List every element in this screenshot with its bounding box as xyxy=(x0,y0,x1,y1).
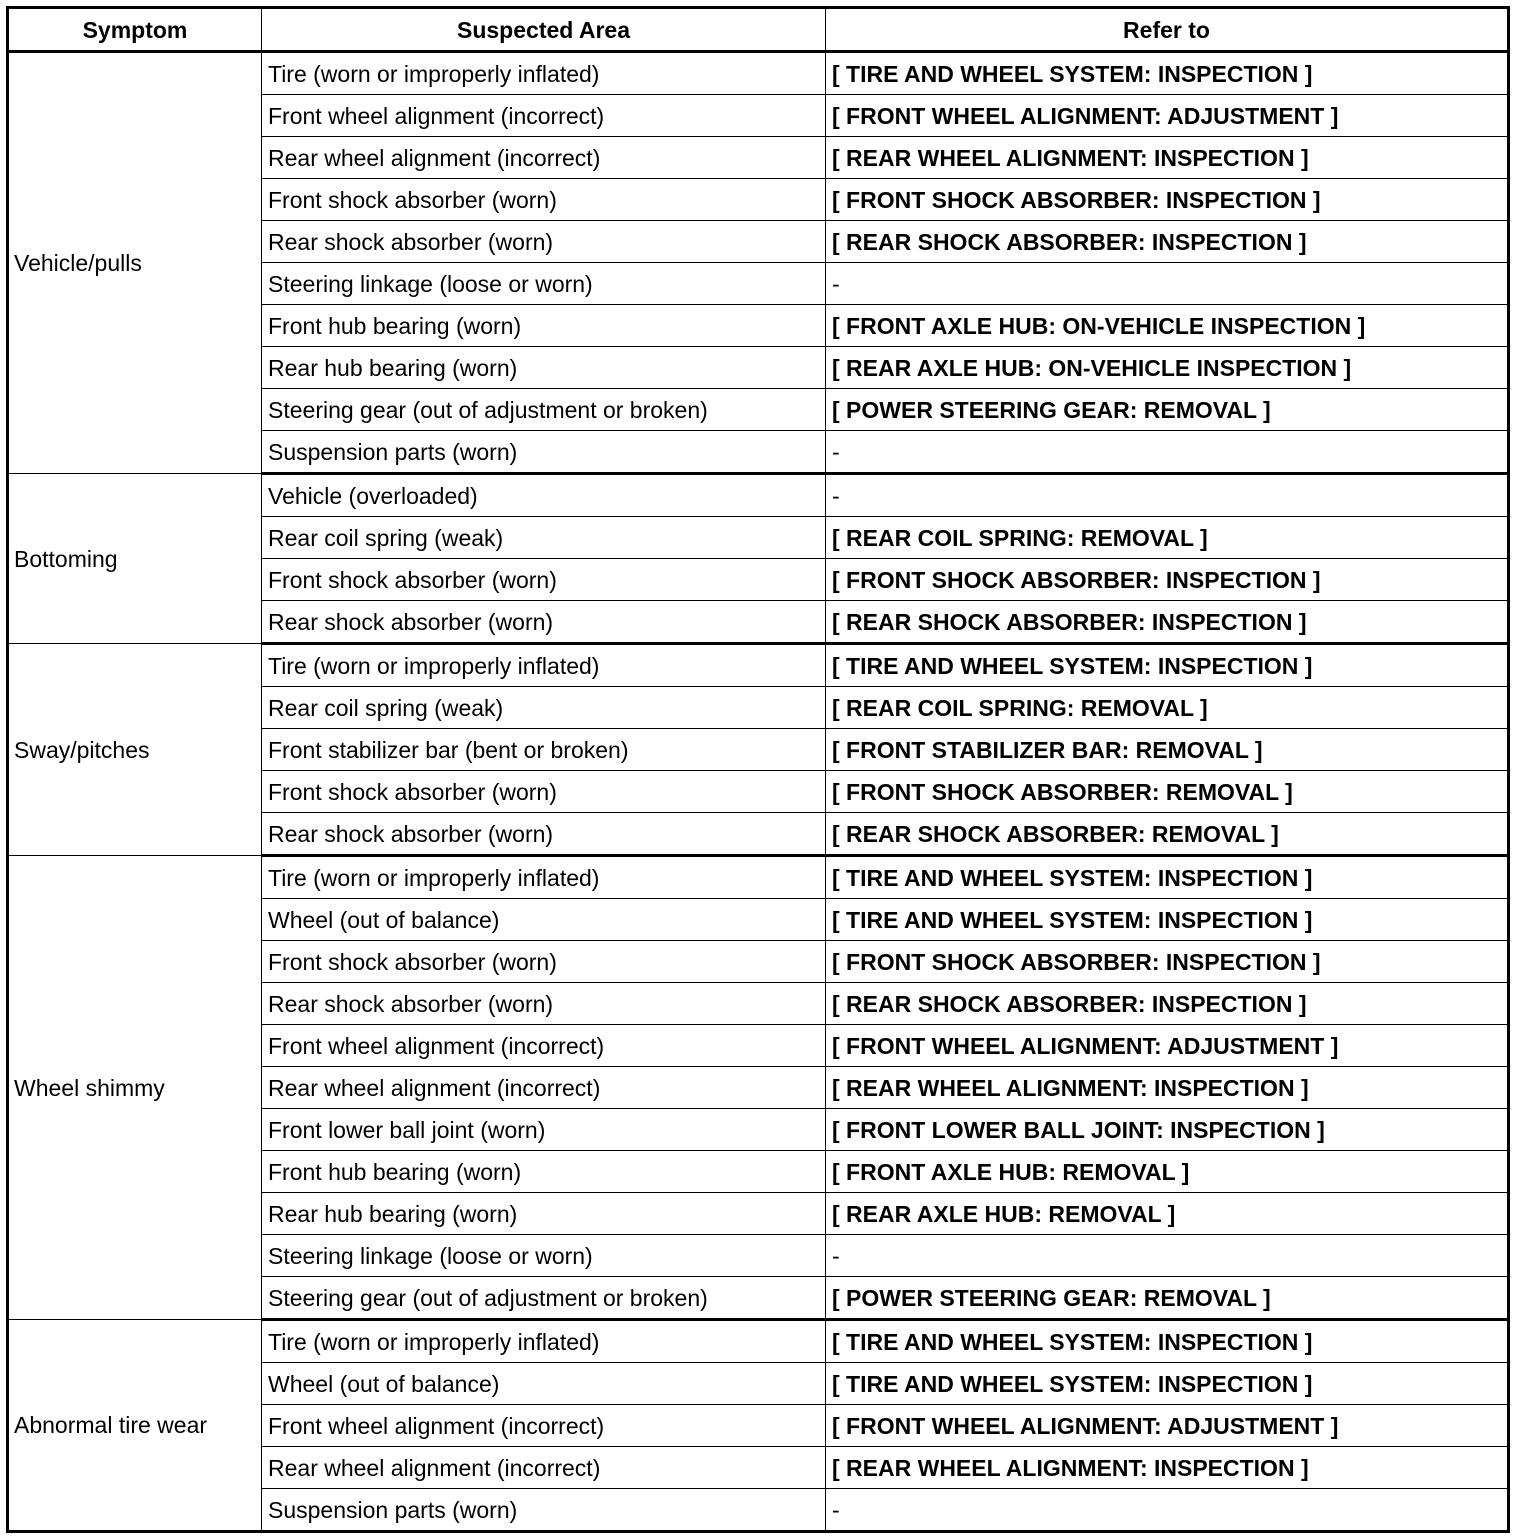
suspected-area-cell: Rear hub bearing (worn) xyxy=(262,347,826,389)
suspected-area-cell: Front shock absorber (worn) xyxy=(262,559,826,601)
suspected-area-cell: Steering linkage (loose or worn) xyxy=(262,263,826,305)
refer-to-cell: [ TIRE AND WHEEL SYSTEM: INSPECTION ] xyxy=(826,644,1509,687)
table-body xyxy=(8,52,1509,1532)
suspected-area-cell: Front wheel alignment (incorrect) xyxy=(262,95,826,137)
table-row xyxy=(8,644,1509,687)
header-refer-to: Refer to xyxy=(826,8,1509,52)
suspected-area-cell: Rear coil spring (weak) xyxy=(262,517,826,559)
suspected-area-cell: Front wheel alignment (incorrect) xyxy=(262,1025,826,1067)
suspected-area-cell: Front wheel alignment (incorrect) xyxy=(262,1405,826,1447)
suspected-area-cell: Wheel (out of balance) xyxy=(262,1363,826,1405)
suspected-area-cell: Tire (worn or improperly inflated) xyxy=(262,644,826,687)
symptom-cell: Sway/pitches xyxy=(8,644,262,856)
suspected-area-cell: Tire (worn or improperly inflated) xyxy=(262,1320,826,1363)
refer-to-cell: [ FRONT WHEEL ALIGNMENT: ADJUSTMENT ] xyxy=(826,1025,1509,1067)
refer-to-empty-cell: - xyxy=(826,263,1509,305)
suspected-area-cell: Rear hub bearing (worn) xyxy=(262,1193,826,1235)
suspected-area-cell: Suspension parts (worn) xyxy=(262,431,826,474)
symptom-cell: Vehicle/pulls xyxy=(8,52,262,474)
symptom-cell: Bottoming xyxy=(8,474,262,644)
suspected-area-cell: Rear wheel alignment (incorrect) xyxy=(262,1447,826,1489)
refer-to-cell: [ FRONT WHEEL ALIGNMENT: ADJUSTMENT ] xyxy=(826,1405,1509,1447)
symptom-cell: Wheel shimmy xyxy=(8,856,262,1320)
refer-to-cell: [ TIRE AND WHEEL SYSTEM: INSPECTION ] xyxy=(826,1363,1509,1405)
refer-to-cell: [ REAR WHEEL ALIGNMENT: INSPECTION ] xyxy=(826,1067,1509,1109)
refer-to-cell: [ REAR WHEEL ALIGNMENT: INSPECTION ] xyxy=(826,1447,1509,1489)
table-header xyxy=(8,8,1509,52)
suspected-area-cell: Rear shock absorber (worn) xyxy=(262,221,826,263)
refer-to-cell: [ REAR COIL SPRING: REMOVAL ] xyxy=(826,687,1509,729)
suspected-area-cell: Vehicle (overloaded) xyxy=(262,474,826,517)
suspected-area-cell: Rear coil spring (weak) xyxy=(262,687,826,729)
header-row xyxy=(8,8,1509,52)
refer-to-empty-cell: - xyxy=(826,1235,1509,1277)
refer-to-cell: [ FRONT AXLE HUB: REMOVAL ] xyxy=(826,1151,1509,1193)
refer-to-cell: [ TIRE AND WHEEL SYSTEM: INSPECTION ] xyxy=(826,899,1509,941)
suspected-area-cell: Steering gear (out of adjustment or broken) xyxy=(262,389,826,431)
refer-to-cell: [ FRONT SHOCK ABSORBER: INSPECTION ] xyxy=(826,559,1509,601)
suspected-area-cell: Rear shock absorber (worn) xyxy=(262,601,826,644)
table-row xyxy=(8,1320,1509,1363)
refer-to-cell: [ FRONT LOWER BALL JOINT: INSPECTION ] xyxy=(826,1109,1509,1151)
suspected-area-cell: Tire (worn or improperly inflated) xyxy=(262,52,826,95)
refer-to-empty-cell: - xyxy=(826,431,1509,474)
suspected-area-cell: Steering gear (out of adjustment or broken) xyxy=(262,1277,826,1320)
refer-to-cell: [ REAR SHOCK ABSORBER: INSPECTION ] xyxy=(826,983,1509,1025)
header-symptom: Symptom xyxy=(8,8,262,52)
suspected-area-cell: Front lower ball joint (worn) xyxy=(262,1109,826,1151)
suspected-area-cell: Rear wheel alignment (incorrect) xyxy=(262,1067,826,1109)
suspected-area-cell: Front hub bearing (worn) xyxy=(262,305,826,347)
header-suspected-area: Suspected Area xyxy=(262,8,826,52)
refer-to-cell: [ REAR SHOCK ABSORBER: INSPECTION ] xyxy=(826,221,1509,263)
refer-to-cell: [ TIRE AND WHEEL SYSTEM: INSPECTION ] xyxy=(826,1320,1509,1363)
suspected-area-cell: Front shock absorber (worn) xyxy=(262,771,826,813)
refer-to-cell: [ REAR SHOCK ABSORBER: REMOVAL ] xyxy=(826,813,1509,856)
suspected-area-cell: Front shock absorber (worn) xyxy=(262,179,826,221)
refer-to-cell: [ TIRE AND WHEEL SYSTEM: INSPECTION ] xyxy=(826,52,1509,95)
refer-to-cell: [ POWER STEERING GEAR: REMOVAL ] xyxy=(826,1277,1509,1320)
refer-to-cell: [ REAR WHEEL ALIGNMENT: INSPECTION ] xyxy=(826,137,1509,179)
refer-to-cell: [ FRONT AXLE HUB: ON-VEHICLE INSPECTION ] xyxy=(826,305,1509,347)
suspected-area-cell: Rear shock absorber (worn) xyxy=(262,813,826,856)
suspected-area-cell: Suspension parts (worn) xyxy=(262,1489,826,1532)
refer-to-cell: [ POWER STEERING GEAR: REMOVAL ] xyxy=(826,389,1509,431)
refer-to-cell: [ FRONT SHOCK ABSORBER: REMOVAL ] xyxy=(826,771,1509,813)
suspected-area-cell: Front stabilizer bar (bent or broken) xyxy=(262,729,826,771)
refer-to-cell: [ FRONT STABILIZER BAR: REMOVAL ] xyxy=(826,729,1509,771)
refer-to-cell: [ REAR AXLE HUB: ON-VEHICLE INSPECTION ] xyxy=(826,347,1509,389)
suspected-area-cell: Wheel (out of balance) xyxy=(262,899,826,941)
table-row xyxy=(8,52,1509,95)
suspected-area-cell: Rear wheel alignment (incorrect) xyxy=(262,137,826,179)
refer-to-empty-cell: - xyxy=(826,474,1509,517)
suspected-area-cell: Front shock absorber (worn) xyxy=(262,941,826,983)
table-row xyxy=(8,856,1509,899)
suspected-area-cell: Tire (worn or improperly inflated) xyxy=(262,856,826,899)
refer-to-cell: [ REAR AXLE HUB: REMOVAL ] xyxy=(826,1193,1509,1235)
refer-to-cell: [ FRONT SHOCK ABSORBER: INSPECTION ] xyxy=(826,179,1509,221)
refer-to-cell: [ REAR SHOCK ABSORBER: INSPECTION ] xyxy=(826,601,1509,644)
refer-to-empty-cell: - xyxy=(826,1489,1509,1532)
refer-to-cell: [ FRONT WHEEL ALIGNMENT: ADJUSTMENT ] xyxy=(826,95,1509,137)
refer-to-cell: [ FRONT SHOCK ABSORBER: INSPECTION ] xyxy=(826,941,1509,983)
symptom-troubleshooting-table xyxy=(6,6,1510,1533)
refer-to-cell: [ REAR COIL SPRING: REMOVAL ] xyxy=(826,517,1509,559)
suspected-area-cell: Steering linkage (loose or worn) xyxy=(262,1235,826,1277)
refer-to-cell: [ TIRE AND WHEEL SYSTEM: INSPECTION ] xyxy=(826,856,1509,899)
symptom-cell: Abnormal tire wear xyxy=(8,1320,262,1532)
suspected-area-cell: Front hub bearing (worn) xyxy=(262,1151,826,1193)
suspected-area-cell: Rear shock absorber (worn) xyxy=(262,983,826,1025)
table-row xyxy=(8,474,1509,517)
